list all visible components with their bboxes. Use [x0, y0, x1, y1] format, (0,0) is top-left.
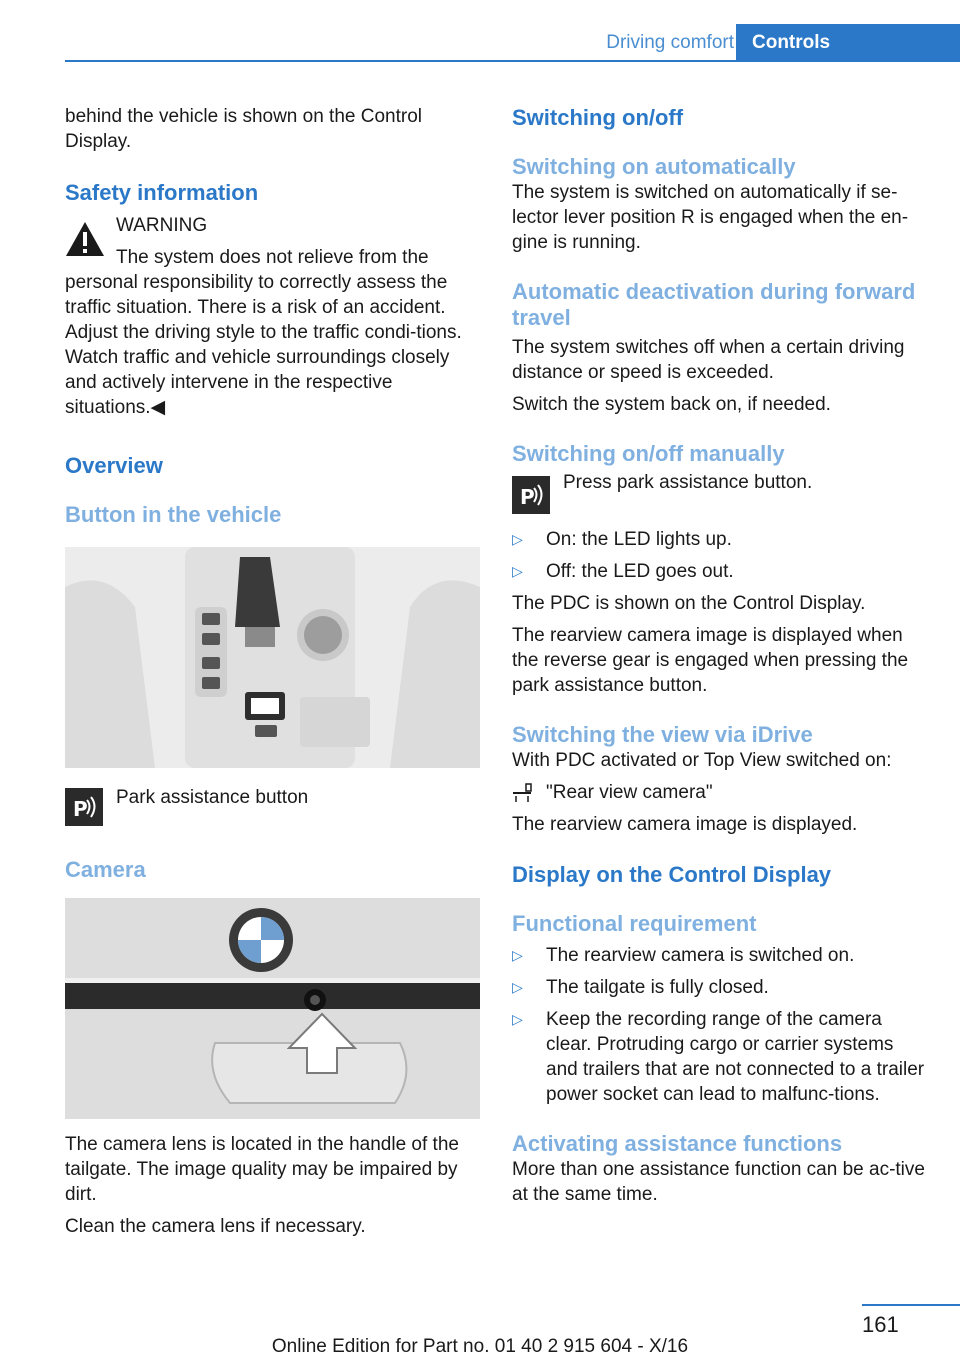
press-row: [512, 473, 927, 525]
camera-text-block: [65, 1132, 480, 1239]
footer-rule: [862, 1304, 960, 1306]
switch-back-text: Switch the system back on, if needed.: [512, 394, 831, 415]
warning-icon: [65, 221, 105, 257]
svg-text:P: P: [73, 797, 88, 821]
warning-title: WARNING: [116, 215, 208, 236]
pdc-text: The PDC is shown on the Control Display.: [512, 593, 866, 614]
camera-heading: Camera: [65, 857, 146, 882]
console-photo: [65, 547, 480, 768]
right-column: [512, 104, 927, 1207]
manual-heading: Switching on/off manually: [512, 441, 785, 466]
overview-heading: Overview: [65, 453, 163, 478]
page-number: 161: [862, 1312, 899, 1337]
tailgate-illustration: [65, 898, 480, 1119]
switching-heading: Switching on/off: [512, 105, 684, 130]
park-assist-caption: Park assistance button: [116, 787, 309, 808]
led-off-text: Off: the LED goes out.: [546, 561, 734, 582]
auto-on-text: The system is switched on automatically if se‐lector lever position R is engaged when the en‐gine is running.: [512, 182, 909, 253]
rear-view-item-row: [512, 780, 927, 805]
park-assist-button-icon: [512, 476, 550, 514]
header-section-label: Driving comfort: [606, 32, 734, 53]
warning-text: personal responsibility to correctly assess the traffic situation. There is a risk of an accident. Adjust the driving style to the traffic condi‐tions. Watch traffic and vehicle surroundings closely and actively intervene in the respective situations.◀: [65, 272, 462, 418]
functional-requirement-heading: Functional requirement: [512, 911, 757, 936]
view-heading: Switching the view via iDrive: [512, 722, 813, 747]
func-bullet-1: [512, 943, 927, 968]
park-assist-caption-row: [65, 788, 480, 828]
header-tab-controls: Controls: [736, 24, 960, 62]
warning-block: [65, 213, 480, 420]
bullet-marker-icon: ▷: [512, 947, 523, 963]
intro-text: behind the vehicle is shown on the Control Display.: [65, 106, 423, 152]
press-text: Press park assistance button.: [563, 472, 813, 493]
bullet-marker-icon: ▷: [512, 979, 523, 995]
view-text: With PDC activated or Top View switched on:: [512, 750, 892, 771]
park-assist-icon: [65, 788, 103, 826]
bullet-marker-icon: ▷: [512, 531, 523, 547]
camera-photo: [65, 898, 480, 1119]
func-bullet-2-text: The tailgate is fully closed.: [546, 977, 769, 998]
func-bullet-3: [512, 1007, 927, 1107]
func-bullet-1-text: The rearview camera is switched on.: [546, 945, 855, 966]
led-bullet-off: [512, 559, 927, 584]
auto-off-text: The system switches off when a certain driving distance or speed is exceeded.: [512, 337, 905, 383]
left-column: [65, 104, 480, 528]
assist-heading: Activating assistance functions: [512, 1131, 843, 1156]
clean-lens-text: Clean the camera lens if necessary.: [65, 1216, 366, 1237]
rear-view-camera-item: "Rear view camera": [546, 782, 713, 803]
rear-camera-icon: [512, 782, 538, 804]
header-rule: [65, 60, 960, 62]
auto-on-heading: Switching on automatically: [512, 154, 796, 179]
camera-lens-text: The camera lens is located in the handle of the tailgate. The image quality may be impaired by dirt.: [65, 1134, 459, 1205]
edition-footer: Online Edition for Part no. 01 40 2 915 604 - X/16: [271, 1336, 689, 1357]
displayed-text: The rearview camera image is displayed.: [512, 814, 858, 835]
bullet-marker-icon: ▷: [512, 1011, 523, 1027]
auto-off-heading: Automatic deactivation during forward travel: [512, 279, 916, 330]
bullet-marker-icon: ▷: [512, 563, 523, 579]
led-bullet-on: [512, 527, 927, 552]
rearview-text: The rearview camera image is displayed when the reverse gear is engaged when pressing the park assistance button.: [512, 625, 909, 696]
safety-heading: Safety information: [65, 180, 259, 205]
console-illustration: [65, 547, 480, 768]
display-heading: Display on the Control Display: [512, 862, 832, 887]
svg-text:P: P: [520, 485, 535, 509]
led-on-text: On: the LED lights up.: [546, 529, 732, 550]
warning-first-line: The system does not relieve from the: [116, 247, 429, 268]
assist-text: More than one assistance function can be ac‐tive at the same time.: [512, 1159, 925, 1205]
func-bullet-2: [512, 975, 927, 1000]
button-in-vehicle-heading: Button in the vehicle: [65, 502, 282, 527]
func-bullet-3-text: Keep the recording range of the camera clear. Protruding cargo or carrier systems and trailers that are not connected to a trailer power socket can lead to malfunc‐tions.: [546, 1009, 925, 1105]
